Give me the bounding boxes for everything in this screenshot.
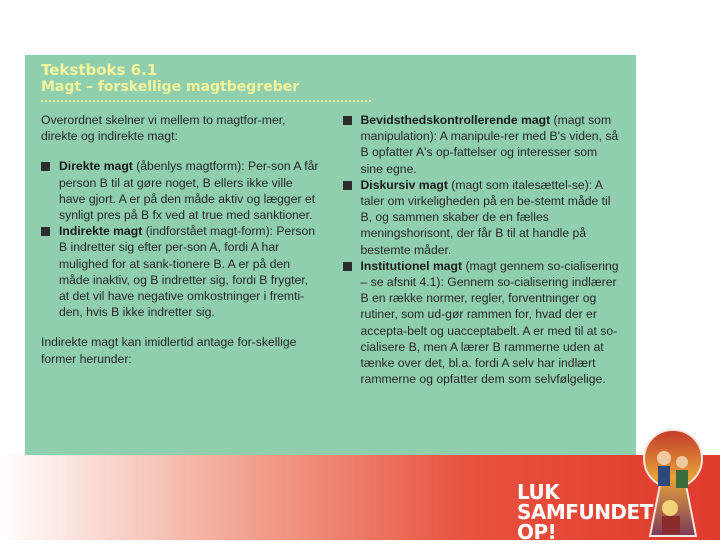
logo-line-1: LUK [517,480,560,504]
desc-direct-power: (åbenlys magtform): Per-son A får person B til at gøre noget, B ellers ikke ville have gjort. A er på den måde aktiv og lægger et synligt pres på B fx ved at true med sanktioner. [59,159,319,223]
logo-line-3: OP! [517,520,557,544]
bullet-discursive-power [343,177,621,258]
bullet-indirect-power [41,223,319,320]
intro-paragraph: Overordnet skelner vi mellem to magtfor-mer, direkte og indirekte magt: [41,113,286,144]
bullet-square-icon [41,227,50,236]
desc-indirect-power: (indforstået magt-form): Person B indretter sig efter per-son A, fordi A har mulighed for at sank-tionere B. A er på den måde inaktiv, og B indretter sig, fordi B frygter, at det vil have negative omkostninger i fremti-den, hvis B ikke indretter sig. [59,224,316,320]
term-institutional-power: Institutionel magt [360,258,463,273]
right-column [343,112,621,387]
logo-line-2: SAMFUNDET [517,500,653,524]
bullet-awareness-power [343,112,621,177]
term-discursive-power: Diskursiv magt [360,177,448,192]
textbox-title: Tekstboks 6.1 [41,61,158,79]
term-direct-power: Direkte magt [59,159,133,174]
textbox-subtitle: Magt – forskellige magtbegreber [41,79,300,95]
outro-paragraph: Indirekte magt kan imidlertid antage for-skellige former herunder: [41,335,297,366]
desc-institutional-power: (magt gennem so-cialisering – se afsnit 4.1): Gennem so-cialisering indlærer B en række normer, regler, forventninger og rutiner, som ud-gør rammen for, hvad der er accepta-belt og uacceptabelt. A er med til at so-cialisere B, men A lærer B rammerne uden at tænke over det, bl.a. fordi A selv har indlært rammerne og opfatter dem som selvfølgelige. [360,258,619,387]
keyhole-photo-icon [640,428,706,538]
term-indirect-power: Indirekte magt [59,224,143,239]
desc-awareness-power: (magt som manipulation): A manipule-rer med B's viden, så B opfatter A's op-fattelser og interesser som sine egne. [360,113,619,176]
textbox-columns [41,112,620,387]
textbox-panel [25,55,636,455]
book-logo [517,482,653,542]
desc-discursive-power: (magt som italesættel-se): A taler om virkeligheden på en be-stemt måde til B, og sammen skaber de en fælles meningshorisont, der får B til at handle på bestemte måder. [360,177,611,257]
bullet-square-icon [343,181,352,190]
bullet-square-icon [343,262,352,271]
bullet-direct-power [41,158,319,223]
term-awareness-power: Bevidsthedskontrollerende magt [360,113,551,127]
bullet-square-icon [343,116,352,125]
bullet-square-icon [41,162,50,171]
slide-background [0,0,720,60]
left-column [41,112,319,387]
bullet-institutional-power [343,258,621,388]
dotted-divider [41,100,371,102]
